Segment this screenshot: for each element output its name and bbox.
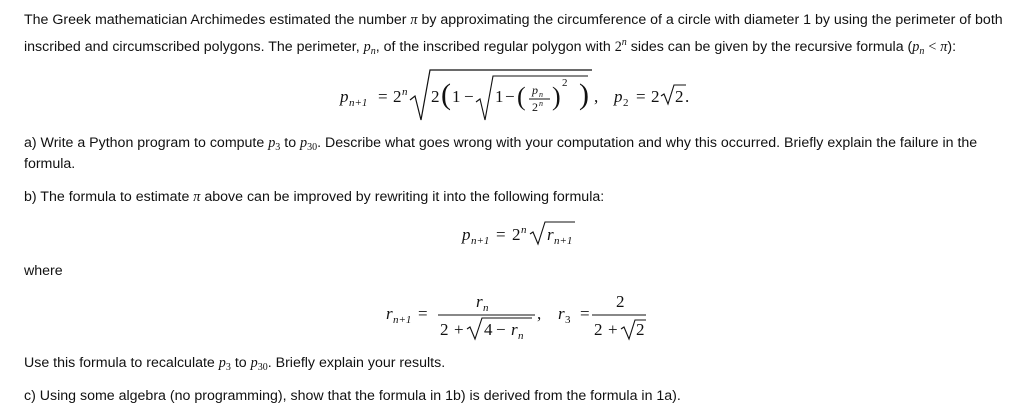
improved-formula: [0, 214, 1024, 250]
eq2-r-sub: n+1: [554, 235, 573, 247]
eq3-den-four: 4: [484, 320, 493, 339]
eq1-p2-sub: 2: [623, 97, 629, 109]
pi-symbol: π: [410, 12, 418, 28]
eq1-equals: =: [378, 87, 388, 106]
eq2-eq: =: [496, 225, 506, 244]
eq3-den-minus: −: [496, 320, 506, 339]
eq1-minus-b: −: [505, 87, 515, 106]
eq1-p2-eq: =: [636, 87, 646, 106]
r-recursion-formula: [0, 287, 1024, 343]
intro-line-1: The Greek mathematician Archimedes estimated the number π by approximating the circumference of a circle with diameter 1 by using the perimeter of both: [24, 12, 1003, 28]
eq1-frac-num: p: [532, 83, 538, 97]
eq1-one-b: 1: [495, 87, 504, 106]
eq2-p-sub: n+1: [471, 235, 490, 247]
eq2-n: n: [521, 224, 527, 236]
eq3-r3-num: 2: [616, 292, 625, 311]
eq1-one: 1: [452, 87, 461, 106]
eq1-square: 2: [562, 77, 568, 89]
eq1-period: .: [685, 87, 690, 106]
eq3-r: r: [386, 304, 393, 323]
eq3-r3-den-plus: +: [608, 320, 618, 339]
eq3-den-plus: +: [454, 320, 464, 339]
eq3-num-sub: n: [483, 302, 489, 314]
eq3-eq: =: [418, 304, 428, 323]
part-b-use-line: Use this formula to recalculate $p_3$ to $p_{30}$. Briefly explain your results.: [24, 355, 446, 373]
eq1-p: p: [340, 87, 349, 106]
eq3-den-r: r: [511, 320, 518, 339]
eq1-frac-den-exp: n: [539, 99, 543, 108]
part-a-line-1: a) Write a Python program to compute $p_3$ to $p_{30}$. Describe what goes wrong with your computation and why this occurred. Briefly explain the failure in the: [24, 135, 978, 153]
part-b-line-1: b) The formula to estimate π above can be improved by rewriting it into the following formula:: [24, 189, 605, 205]
eq1-lparen-b: (: [517, 82, 526, 111]
eq3-r3-sqrt-two: 2: [636, 320, 645, 339]
eq1-n-exp: n: [402, 86, 408, 98]
eq1-two-b: 2: [431, 87, 440, 106]
eq1-p2-two: 2: [651, 87, 660, 106]
eq1-rparen: ): [579, 78, 589, 111]
part-a-line-2: formula.: [24, 156, 76, 172]
eq1-minus: −: [464, 87, 474, 106]
eq3-r3-sub: 3: [565, 314, 571, 326]
eq1-sub: n+1: [349, 97, 368, 109]
eq1-rparen-b: ): [552, 82, 561, 111]
eq3-r-sub: n+1: [393, 314, 412, 326]
eq3-r3: r: [558, 304, 565, 323]
eq2-r: r: [547, 225, 554, 244]
eq1-sqrt2-two: 2: [675, 87, 684, 106]
eq1-p2: p: [614, 87, 623, 106]
eq1-frac-num-sub: n: [539, 90, 543, 99]
eq3-r3-den-two: 2: [594, 320, 603, 339]
part-c-line: c) Using some algebra (no programming), show that the formula in 1b) is derived from the formula in 1a).: [24, 388, 681, 404]
eq1-comma: ,: [594, 87, 599, 106]
recursive-formula: [0, 66, 1024, 126]
eq1-two: 2: [393, 87, 402, 106]
eq3-num-r: r: [476, 292, 483, 311]
eq1-frac-den: 2: [532, 100, 538, 114]
where-label: where: [24, 263, 63, 279]
eq3-comma: ,: [537, 304, 542, 323]
eq1-lparen: (: [441, 78, 451, 111]
eq2-two: 2: [512, 225, 521, 244]
eq2-p: p: [462, 225, 471, 244]
intro-line-2: inscribed and circumscribed polygons. The perimeter, $p_n$, of the inscribed regular polygon with 2$^n$ sides can be given by the recursive formula $(p_n < \pi)$:: [24, 37, 957, 57]
eq3-den-two: 2: [440, 320, 449, 339]
eq3-r3-eq: =: [580, 304, 590, 323]
eq3-den-sub: n: [518, 330, 524, 342]
